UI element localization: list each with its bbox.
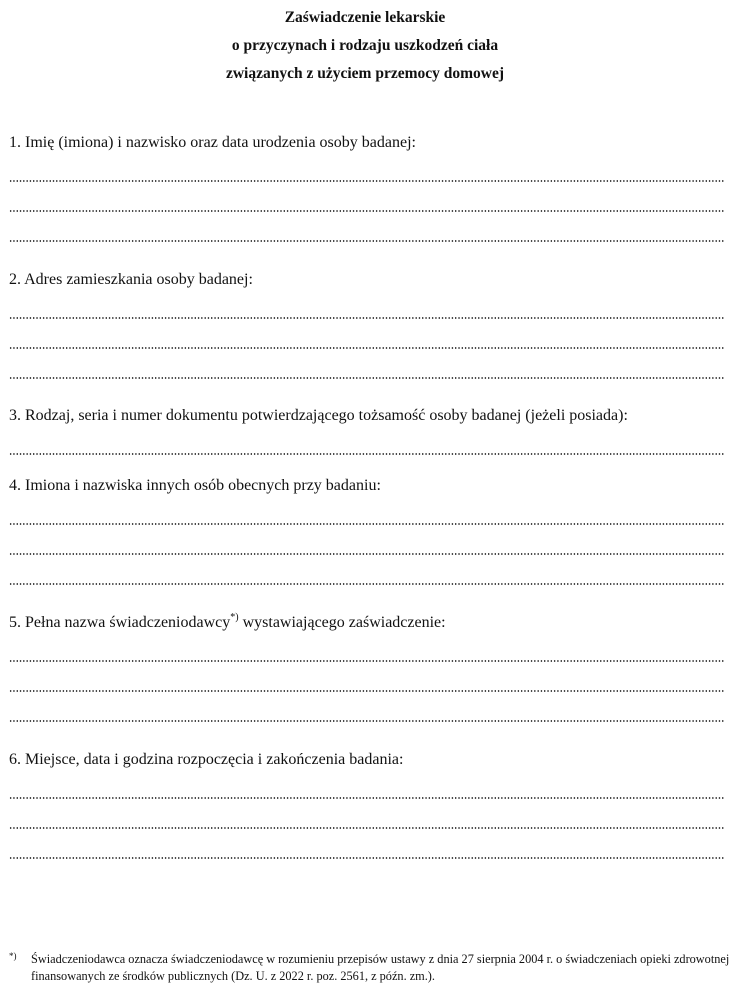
section-2-label: 2. Adres zamieszkania osoby badanej:: [9, 271, 253, 288]
title-line-3: związanych z użyciem przemocy domowej: [225, 65, 505, 82]
section-3-label: 3. Rodzaj, seria i numer dokumentu potwierdzającego tożsamość osoby badanej (jeżeli posiada):: [9, 407, 628, 424]
section-4-label: 4. Imiona i nazwiska innych osób obecnych przy badaniu:: [9, 477, 381, 494]
section-3-blank-line-1[interactable]: [9, 453, 724, 455]
section-6-blank-line-2[interactable]: [9, 827, 724, 829]
footnote-text: Świadczeniodawca oznacza świadczeniodawcę w rozumieniu przepisów ustawy z dnia 27 sierpnia 2004 r. o świadczeniach opieki zdrowotnej finansowanych ze środków publicznych (Dz. U. z 2022 r. poz. 2561, z późn. zm.).: [31, 952, 730, 983]
title-line-1: Zaświadczenie lekarskie: [284, 9, 446, 26]
section-5-label-end: wystawiającego zaświadczenie:: [238, 614, 446, 631]
footnote-reference: *): [230, 611, 239, 623]
section-5-label-start: 5. Pełna nazwa świadczeniodawcy: [9, 614, 231, 631]
footnote-mark: *): [9, 951, 17, 961]
section-4-blank-line-1[interactable]: [9, 523, 724, 525]
section-5-blank-line-2[interactable]: [9, 690, 724, 692]
section-5-label: [9, 613, 446, 633]
section-1-blank-line-1[interactable]: [9, 180, 724, 182]
section-2-blank-line-3[interactable]: [9, 377, 724, 379]
section-2-blank-line-1[interactable]: [9, 317, 724, 319]
section-1-label: 1. Imię (imiona) i nazwisko oraz data urodzenia osoby badanej:: [9, 134, 416, 151]
section-6-blank-line-1[interactable]: [9, 797, 724, 799]
section-5-blank-line-3[interactable]: [9, 720, 724, 722]
section-1-blank-line-2[interactable]: [9, 210, 724, 212]
section-6-label: 6. Miejsce, data i godzina rozpoczęcia i zakończenia badania:: [9, 751, 404, 768]
section-6-blank-line-3[interactable]: [9, 857, 724, 859]
section-4-blank-line-2[interactable]: [9, 553, 724, 555]
section-2-blank-line-2[interactable]: [9, 347, 724, 349]
section-5-blank-line-1[interactable]: [9, 660, 724, 662]
title-line-2: o przyczynach i rodzaju uszkodzeń ciała: [231, 37, 499, 54]
section-4-blank-line-3[interactable]: [9, 583, 724, 585]
section-1-blank-line-3[interactable]: [9, 240, 724, 242]
